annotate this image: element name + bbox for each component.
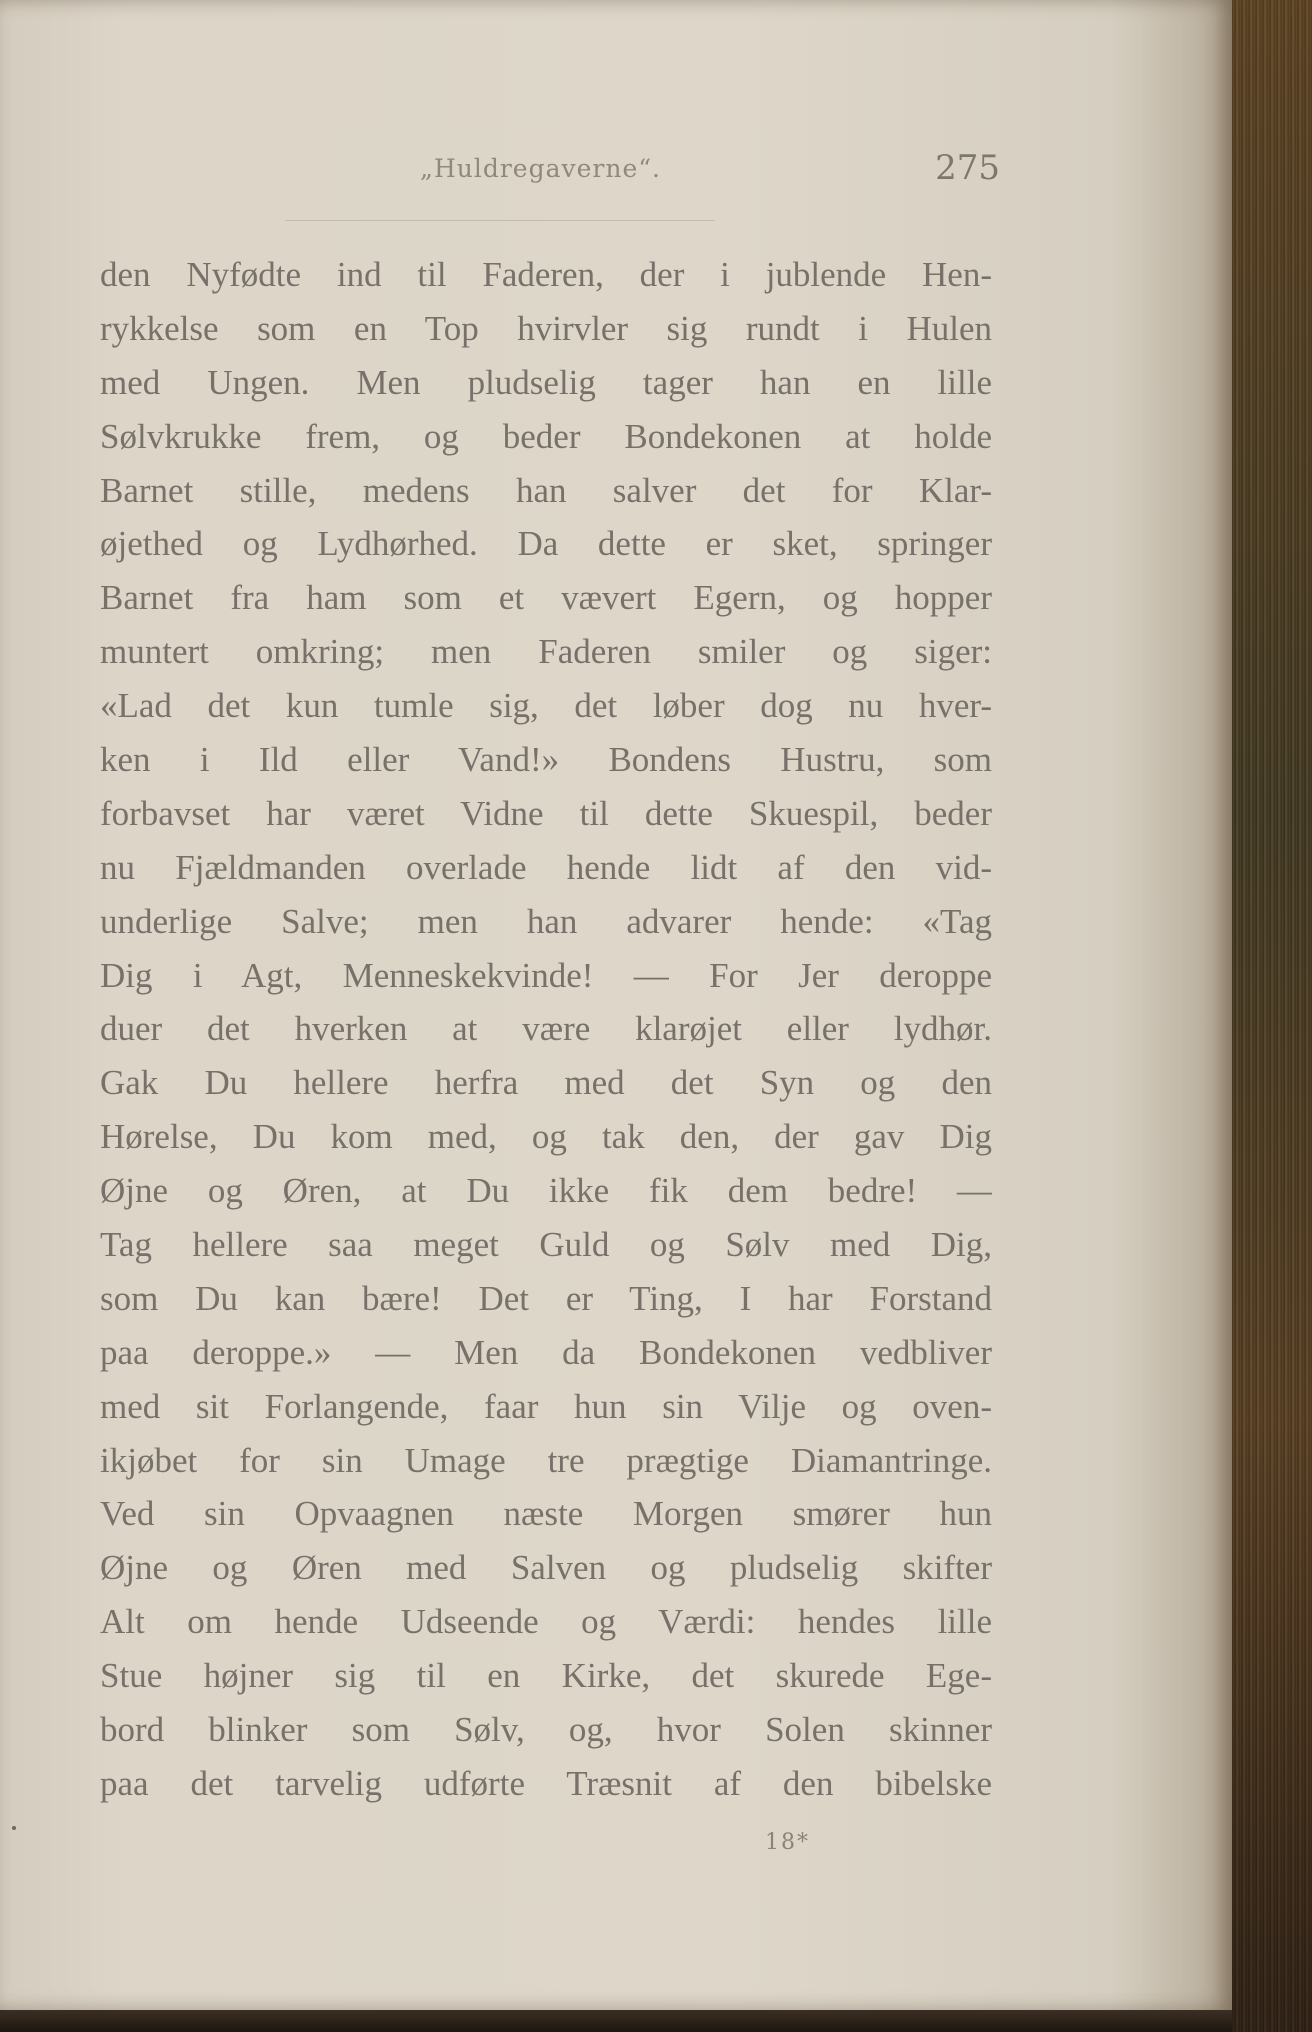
page-edges <box>1232 0 1312 2032</box>
text-line: duer det hverken at være klarøjet eller lydhør. <box>100 1009 992 1049</box>
text-line: Barnet fra ham som et vævert Egern, og hopper <box>100 578 992 618</box>
text-line: Alt om hende Udseende og Værdi: hendes lille <box>100 1602 992 1642</box>
running-title: „Huldregaverne“. <box>420 154 661 183</box>
text-line: som Du kan bære! Det er Ting, I har Forstand <box>100 1278 992 1318</box>
text-line: Hørelse, Du kom med, og tak den, der gav Dig <box>100 1117 992 1157</box>
text-line: ken i Ild eller Vand!» Bondens Hustru, som <box>100 740 992 780</box>
text-line: Barnet stille, medens han salver det for Klar- <box>100 470 992 510</box>
text-line: Sølvkrukke frem, og beder Bondekonen at holde <box>100 416 992 456</box>
text-line: Stue højner sig til en Kirke, det skurede Ege- <box>100 1656 992 1696</box>
text-line: Tag hellere saa meget Guld og Sølv med Dig, <box>100 1225 992 1265</box>
page-header <box>100 148 1000 198</box>
text-line: rykkelse som en Top hvirvler sig rundt i Hulen <box>100 308 992 348</box>
header-rule <box>285 220 715 221</box>
signature-mark: 18* <box>765 1830 810 1855</box>
text-line: «Lad det kun tumle sig, det løber dog nu hver- <box>100 686 992 726</box>
margin-speck <box>12 1826 16 1830</box>
text-line: Dig i Agt, Menneskekvinde! — For Jer deroppe <box>100 955 992 995</box>
page-number: 275 <box>935 148 1000 188</box>
text-line: bord blinker som Sølv, og, hvor Solen skinner <box>100 1710 992 1750</box>
text-line: ikjøbet for sin Umage tre prægtige Diamantringe. <box>100 1440 992 1480</box>
text-line: den Nyfødte ind til Faderen, der i jublende Hen- <box>100 255 992 294</box>
text-line: underlige Salve; men han advarer hende: «Tag <box>100 901 992 941</box>
text-line: forbavset har været Vidne til dette Skuespil, beder <box>100 793 992 833</box>
text-line: paa det tarvelig udførte Træsnit af den bibelske <box>100 1763 992 1803</box>
text-line: Gak Du hellere herfra med det Syn og den <box>100 1063 992 1103</box>
text-line: Øjne og Øren med Salven og pludselig skifter <box>100 1548 992 1588</box>
text-line: nu Fjældmanden overlade hende lidt af den vid- <box>100 847 992 887</box>
text-line: muntert omkring; men Faderen smiler og siger: <box>100 632 992 672</box>
text-line: paa deroppe.» — Men da Bondekonen vedbliver <box>100 1332 992 1372</box>
text-line: øjethed og Lydhørhed. Da dette er sket, springer <box>100 524 992 564</box>
book-bottom-edge <box>0 2010 1232 2032</box>
body-text <box>100 248 992 1811</box>
text-line: med Ungen. Men pludselig tager han en lille <box>100 362 992 402</box>
text-line: Ved sin Opvaagnen næste Morgen smører hun <box>100 1494 992 1534</box>
text-line: med sit Forlangende, faar hun sin Vilje og oven- <box>100 1386 992 1426</box>
text-line: Øjne og Øren, at Du ikke fik dem bedre! — <box>100 1171 992 1211</box>
